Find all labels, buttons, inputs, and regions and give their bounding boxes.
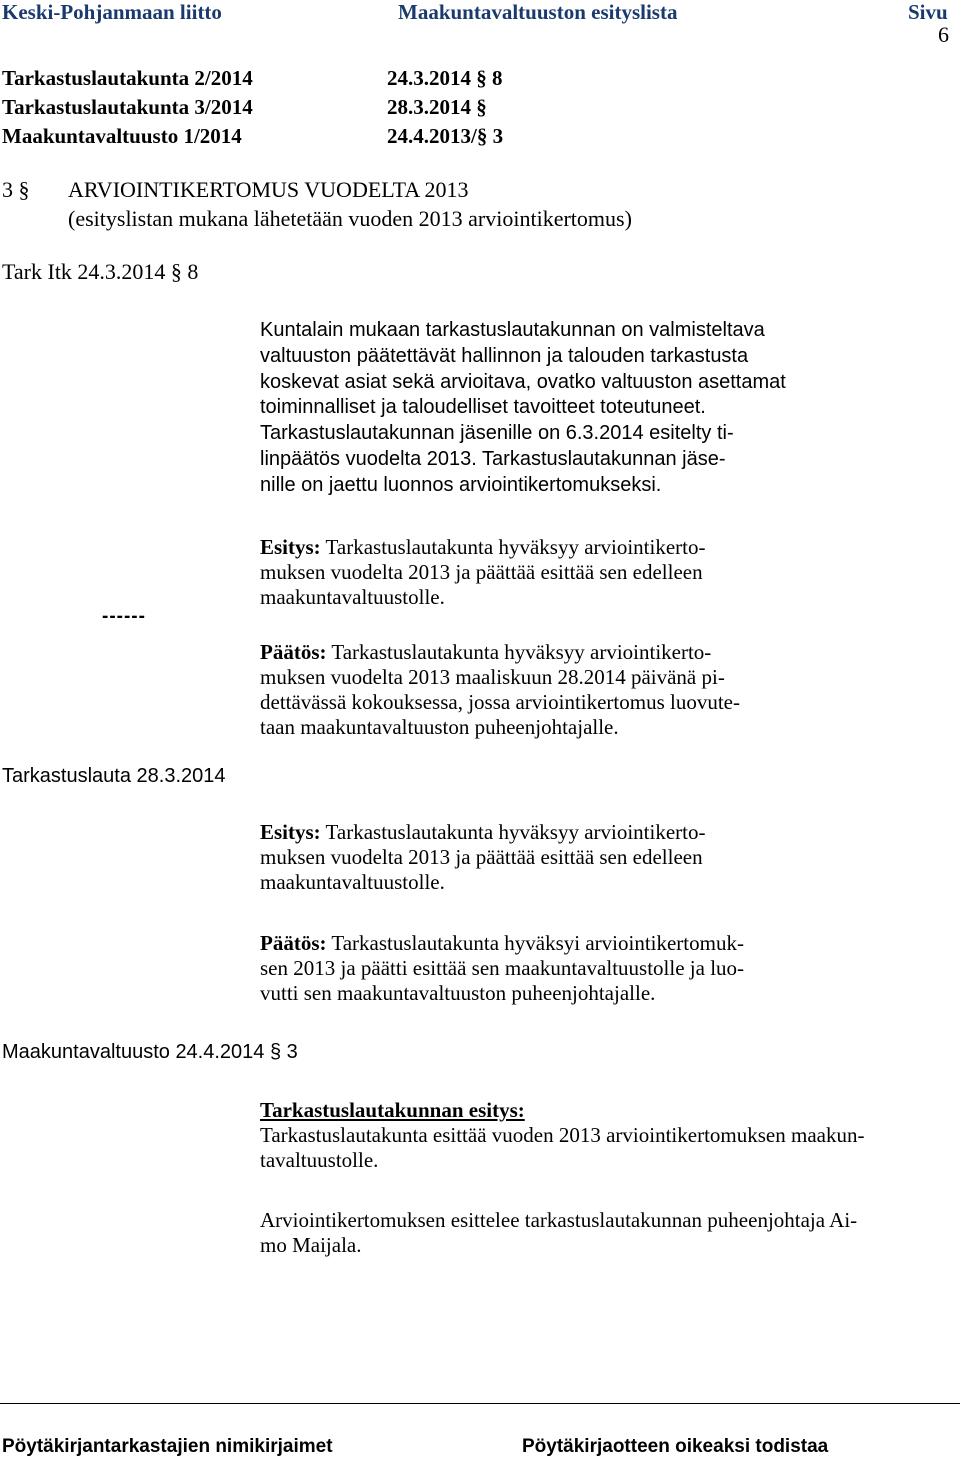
- footer-certification-label: Pöytäkirjaotteen oikeaksi todistaa: [522, 1436, 829, 1457]
- esitys-line: maakuntavaltuustolle.: [260, 585, 445, 609]
- paatos-line: vutti sen maakuntavaltuuston puheenjohtajalle.: [260, 981, 656, 1005]
- tarkastuslautakunta-esitys: [260, 1098, 864, 1173]
- esitys-paragraph-2: [260, 820, 706, 895]
- tl-esitys-line: Tarkastuslautakunta esittää vuoden 2013 arviointikertomuksen maakun-: [260, 1123, 865, 1147]
- paatos-paragraph-2: [260, 931, 744, 1006]
- header-document-title: Maakuntavaltuuston esityslista: [398, 0, 678, 24]
- footer-rule: [0, 1403, 960, 1404]
- esittelee-line: mo Maijala.: [260, 1233, 362, 1257]
- section-tarkastuslauta: Tarkastuslauta 28.3.2014: [2, 765, 226, 787]
- ref-body-1: Tarkastuslautakunta 2/2014: [2, 66, 253, 90]
- tl-esitys-line: tavaltuustolle.: [260, 1148, 379, 1172]
- esitys-line: muksen vuodelta 2013 ja päättää esittää sen edelleen: [260, 845, 703, 869]
- esitys-label: Esitys:: [260, 535, 321, 559]
- ref-date-3: 24.4.2013/§ 3: [387, 124, 504, 148]
- footer-initials-label: Pöytäkirjantarkastajien nimikirjaimet: [2, 1436, 333, 1457]
- item-title: ARVIOINTIKERTOMUS VUODELTA 2013: [68, 177, 469, 202]
- esitys-paragraph-1: [260, 535, 706, 610]
- esitys-text: Tarkastuslautakunta hyväksyy arviointikerto-: [320, 535, 706, 559]
- intro-line: Tarkastuslautakunnan jäsenille on 6.3.2014 esitelty ti-: [260, 422, 734, 445]
- ref-body-2: Tarkastuslautakunta 3/2014: [2, 95, 253, 119]
- intro-line: valtuuston päätettävät hallinnon ja talouden tarkastusta: [260, 344, 749, 367]
- intro-line: nille on jaettu luonnos arviointikertomukseksi.: [260, 473, 662, 496]
- esitys-label: Esitys:: [260, 820, 321, 844]
- paatos-line: dettävässä kokouksessa, jossa arviointikertomus luovute-: [260, 690, 740, 714]
- paatos-text: Tarkastuslautakunta hyväksyy arviointikerto-: [326, 640, 712, 664]
- header-page-label: Sivu: [908, 0, 948, 24]
- intro-line: toiminnalliset ja taloudelliset tavoitteet toteutuneet.: [260, 396, 706, 419]
- section-tark-itk: Tark Itk 24.3.2014 § 8: [2, 259, 199, 284]
- intro-paragraph: [260, 318, 786, 499]
- tl-esitys-heading: Tarkastuslautakunnan esitys:: [260, 1098, 525, 1122]
- paatos-text: Tarkastuslautakunta hyväksyi arviointikertomuk-: [326, 931, 744, 955]
- esitys-line: muksen vuodelta 2013 ja päättää esittää sen edelleen: [260, 560, 703, 584]
- paatos-line: taan maakuntavaltuuston puheenjohtajalle.: [260, 715, 619, 739]
- intro-line: koskevat asiat sekä arvioitava, ovatko valtuuston asettamat: [260, 370, 786, 393]
- intro-line: Kuntalain mukaan tarkastuslautakunnan on valmisteltava: [260, 319, 765, 341]
- ref-body-3: Maakuntavaltuusto 1/2014: [2, 124, 242, 148]
- header-org: Keski-Pohjanmaan liitto: [2, 0, 222, 24]
- ref-date-2: 28.3.2014 §: [387, 95, 487, 119]
- esitys-text: Tarkastuslautakunta hyväksyy arviointikerto-: [320, 820, 706, 844]
- ref-date-1: 24.3.2014 § 8: [387, 66, 503, 90]
- item-number: 3 §: [2, 177, 30, 202]
- paatos-label: Päätös:: [260, 640, 327, 664]
- page-number: 6: [938, 22, 949, 47]
- section-divider-dashes: ------: [102, 606, 146, 627]
- esittelee-line: Arviointikertomuksen esittelee tarkastuslautakunnan puheenjohtaja Ai-: [260, 1208, 858, 1232]
- item-subtitle: (esityslistan mukana lähetetään vuoden 2013 arviointikertomus): [68, 206, 632, 231]
- intro-line: linpäätös vuodelta 2013. Tarkastuslautakunnan jäse-: [260, 447, 726, 470]
- paatos-line: muksen vuodelta 2013 maaliskuun 28.2014 päivänä pi-: [260, 665, 725, 689]
- paatos-line: sen 2013 ja päätti esittää sen maakuntavaltuustolle ja luo-: [260, 956, 745, 980]
- esitys-line: maakuntavaltuustolle.: [260, 870, 445, 894]
- section-maakuntavaltuusto: Maakuntavaltuusto 24.4.2014 § 3: [2, 1041, 298, 1063]
- esittelee-paragraph: [260, 1208, 857, 1258]
- paatos-paragraph-1: [260, 640, 740, 740]
- paatos-label: Päätös:: [260, 931, 327, 955]
